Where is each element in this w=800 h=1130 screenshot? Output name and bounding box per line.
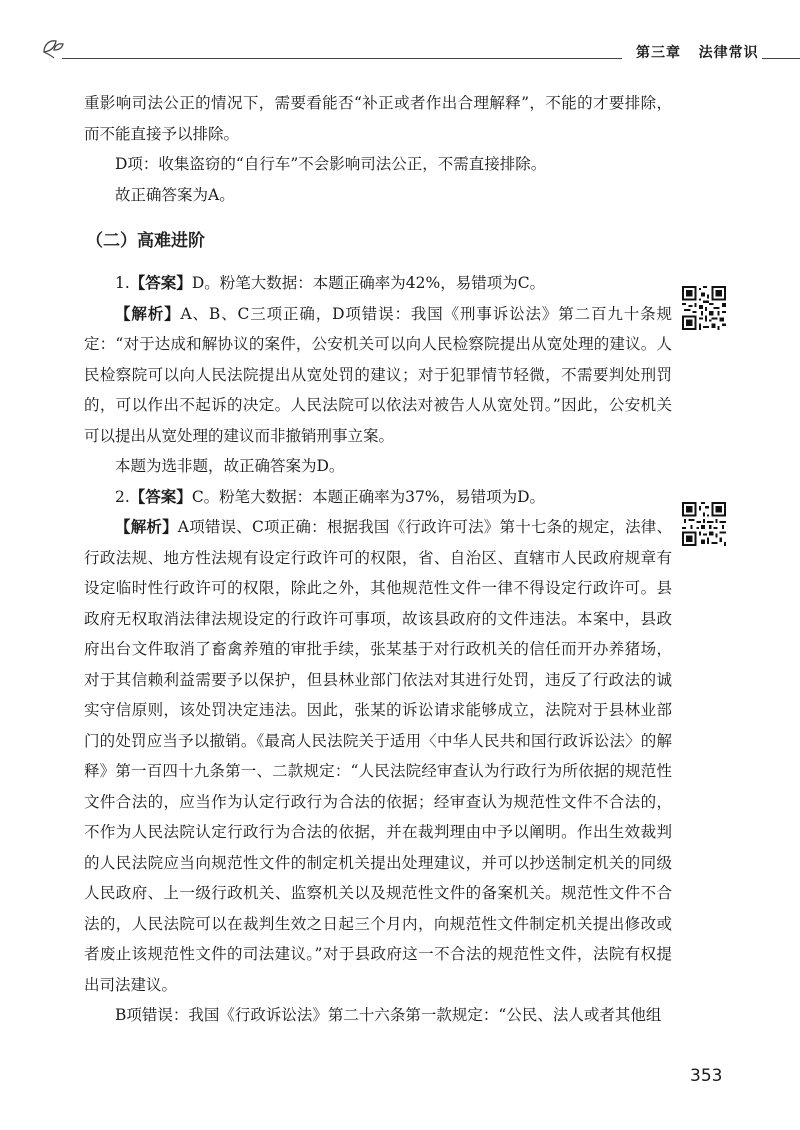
section-title: （二）高难进阶	[86, 231, 205, 251]
answer-number: 1.	[115, 274, 130, 292]
paragraph-option-d: D项：收集盗窃的“自行车”不会影响司法公正，不需直接排除。	[115, 155, 547, 173]
chapter-number: 第三章	[636, 45, 681, 61]
answer-line-1	[84, 268, 672, 299]
answer-label: 【答案】	[129, 486, 192, 506]
analysis-paragraph-2	[84, 512, 672, 1000]
answer-line-2	[84, 482, 672, 513]
analysis-text: A、B、C三项正确，D项错误：我国《刑事诉讼法》第二百九十条规定：“对于达成和解协议的案件，公安机关可以向人民检察院提出从宽处理的建议。人民检察院可以向人民法院提出从宽处罚的建议；对于犯罪情节轻微，不需要判处刑罚的，可以作出不起诉的决定。人民法院可以依法对被告人从宽处罚。”因此，公安机关可以提出从宽处理的建议而非撤销刑事立案。	[84, 304, 672, 445]
analysis-conclusion-1: 本题为选非题，故正确答案为D。	[115, 457, 345, 475]
page-body	[84, 88, 672, 1031]
paragraph-continued: 重影响司法公正的情况下，需要看能否“补正或者作出合理解释”，不能的才要排除，而不能直接予以排除。	[84, 94, 672, 143]
analysis-text: A项错误、C项正确：根据我国《行政许可法》第十七条的规定，法律、行政法规、地方性法规有设定行政许可的权限，省、自治区、直辖市人民政府规章有设定临时性行政许可的权限，除此之外，其他规范性文件一律不得设定行政许可。县政府无权取消法律法规设定的行政许可事项，故该县政府的文件违法。本案中，县政府出台文件取消了畜禽养殖的审批手续，张某基于对行政机关的信任而开办养猪场，对于其信赖利益需要予以保护，但县林业部门依法对其进行处罚，违反了行政法的诚实守信原则，该处罚决定违法。因此，张某的诉讼请求能够成立，法院对于县林业部门的处罚应当予以撤销。《最高人民法院关于适用〈中华人民共和国行政诉讼法〉的解释》第一百四十九条第一、二款规定：“人民法院经审查认为行政行为所依据的规范性文件合法的，应当作为认定行政行为合法的依据；经审查认为规范性文件不合法的，不作为人民法院认定行政行为合法的依据，并在裁判理由中予以阐明。作出生效裁判的人民法院应当向规范性文件的制定机关提出处理建议，并可以抄送制定机关的同级人民政府、上一级行政机关、监察机关以及规范性文件的备案机关。规范性文件不合法的，人民法院可以在裁判生效之日起三个月内，向规范性文件制定机关提出修改或者废止该规范性文件的司法建议。”对于县政府这一不合法的规范性文件，法院有权提出司法建议。	[84, 518, 672, 994]
answer-text: C。粉笔大数据：本题正确率为37%，易错项为D。	[191, 487, 546, 506]
analysis-label: 【解析】	[115, 517, 178, 536]
analysis-paragraph-1	[84, 299, 672, 452]
qr-code-icon	[682, 502, 726, 546]
page-number: 353	[690, 1066, 723, 1086]
header-rule-right	[762, 58, 800, 59]
analysis-paragraph-2b: B项错误：我国《行政诉讼法》第二十六条第一款规定：“公民、法人或者其他组	[115, 1006, 662, 1024]
chapter-title: 法律常识	[698, 45, 759, 61]
answer-text: D。粉笔大数据：本题正确率为42%，易错项为C。	[191, 274, 546, 292]
analysis-label: 【解析】	[115, 303, 181, 323]
answer-label: 【答案】	[129, 273, 192, 292]
paragraph-conclusion: 故正确答案为A。	[115, 185, 235, 204]
page-header	[40, 36, 772, 66]
header-rule-left	[62, 58, 622, 59]
qr-code-icon	[682, 286, 726, 330]
answer-number: 2.	[115, 487, 130, 506]
chapter-heading	[636, 42, 759, 62]
